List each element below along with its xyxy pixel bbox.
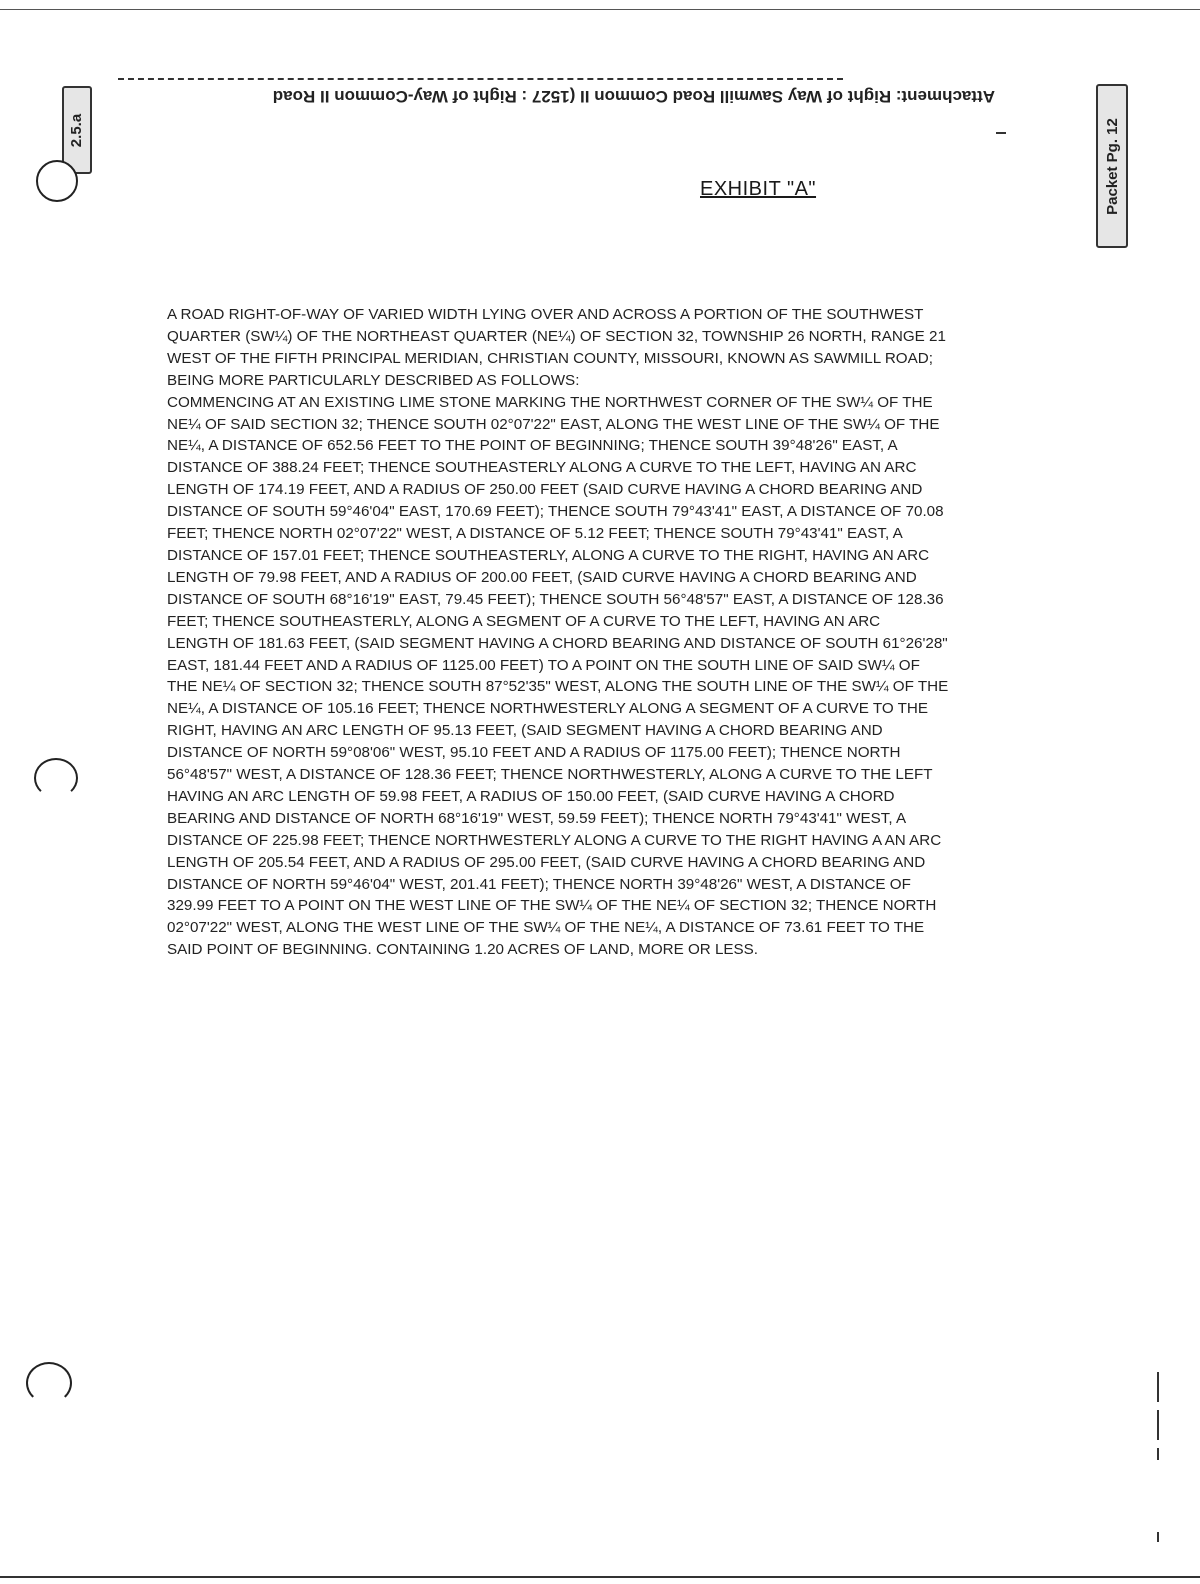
agenda-item-tag: [62, 86, 92, 174]
packet-page-tag: [1096, 84, 1128, 248]
exhibit-title: EXHIBIT "A": [700, 178, 817, 200]
legal-line: NE¼, A DISTANCE OF 105.16 FEET; THENCE NORTHWESTERLY ALONG A SEGMENT OF A CURVE TO THE: [167, 700, 928, 718]
legal-line: LENGTH OF 181.63 FEET, (SAID SEGMENT HAVING A CHORD BEARING AND DISTANCE OF SOUTH 61°26'28": [167, 634, 948, 652]
legal-line: 329.99 FEET TO A POINT ON THE WEST LINE OF THE SW¼ OF THE NE¼ OF SECTION 32; THENCE NORTH: [167, 897, 937, 915]
bottom-edge-rule: [0, 1576, 1200, 1578]
punch-hole-icon: [36, 160, 78, 202]
margin-mark: [1157, 1448, 1159, 1460]
legal-line: QUARTER (SW¼) OF THE NORTHEAST QUARTER (NE¼) OF SECTION 32, TOWNSHIP 26 NORTH, RANGE 21: [167, 327, 946, 345]
legal-line: NE¼ OF SAID SECTION 32; THENCE SOUTH 02°07'22" EAST, ALONG THE WEST LINE OF THE SW¼ OF THE: [167, 415, 940, 433]
legal-line: BEING MORE PARTICULARLY DESCRIBED AS FOLLOWS:: [167, 371, 580, 389]
legal-line: SAID POINT OF BEGINNING. CONTAINING 1.20 ACRES OF LAND, MORE OR LESS.: [167, 941, 759, 959]
legal-line: THE NE¼ OF SECTION 32; THENCE SOUTH 87°52'35" WEST, ALONG THE SOUTH LINE OF THE SW¼ OF THE: [167, 678, 949, 696]
legal-line: RIGHT, HAVING AN ARC LENGTH OF 95.13 FEET, (SAID SEGMENT HAVING A CHORD BEARING AND: [167, 722, 883, 740]
legal-line: EAST, 181.44 FEET AND A RADIUS OF 1125.00 FEET) TO A POINT ON THE SOUTH LINE OF SAID SW¼ OF: [167, 656, 920, 674]
legal-line: LENGTH OF 205.54 FEET, AND A RADIUS OF 295.00 FEET, (SAID CURVE HAVING A CHORD BEARING AND: [167, 853, 926, 871]
margin-mark: [1157, 1372, 1159, 1402]
top-edge-rule: [0, 9, 1200, 10]
legal-line: DISTANCE OF NORTH 59°08'06" WEST, 95.10 FEET AND A RADIUS OF 1175.00 FEET); THENCE NORTH: [167, 744, 901, 762]
legal-line: FEET; THENCE SOUTHEASTERLY, ALONG A SEGMENT OF A CURVE TO THE LEFT, HAVING AN ARC: [167, 612, 881, 630]
legal-line: 56°48'57" WEST, A DISTANCE OF 128.36 FEET; THENCE NORTHWESTERLY, ALONG A CURVE TO THE LEFT: [167, 766, 933, 784]
legal-line: DISTANCE OF SOUTH 59°46'04" EAST, 170.69 FEET); THENCE SOUTH 79°43'41" EAST, A DISTANCE OF 70.08: [167, 503, 944, 521]
margin-mark: [1157, 1532, 1159, 1542]
header-dashed-rule: [118, 78, 843, 80]
legal-line: NE¼, A DISTANCE OF 652.56 FEET TO THE POINT OF BEGINNING; THENCE SOUTH 39°48'26" EAST, A: [167, 437, 898, 455]
legal-line: LENGTH OF 174.19 FEET, AND A RADIUS OF 250.00 FEET (SAID CURVE HAVING A CHORD BEARING AND: [167, 481, 923, 499]
legal-line: BEARING AND DISTANCE OF NORTH 68°16'19" WEST, 59.59 FEET); THENCE NORTH 79°43'41" WEST, A: [167, 809, 907, 827]
punch-hole-icon: [26, 1362, 72, 1404]
legal-line: COMMENCING AT AN EXISTING LIME STONE MARKING THE NORTHWEST CORNER OF THE SW¼ OF THE: [167, 393, 933, 411]
legal-line: FEET; THENCE NORTH 02°07'22" WEST, A DISTANCE OF 5.12 FEET; THENCE SOUTH 79°43'41" EAST, A: [167, 525, 903, 543]
legal-line: 02°07'22" WEST, ALONG THE WEST LINE OF THE SW¼ OF THE NE¼, A DISTANCE OF 73.61 FEET TO THE: [167, 919, 925, 937]
margin-mark: [1157, 1410, 1159, 1440]
legal-line: DISTANCE OF 388.24 FEET; THENCE SOUTHEASTERLY ALONG A CURVE TO THE LEFT, HAVING AN ARC: [167, 459, 917, 477]
legal-line: DISTANCE OF 225.98 FEET; THENCE NORTHWESTERLY ALONG A CURVE TO THE RIGHT HAVING A AN ARC: [167, 831, 942, 849]
legal-line: HAVING AN ARC LENGTH OF 59.98 FEET, A RADIUS OF 150.00 FEET, (SAID CURVE HAVING A CHORD: [167, 787, 895, 805]
legal-line: DISTANCE OF SOUTH 68°16'19" EAST, 79.45 FEET); THENCE SOUTH 56°48'57" EAST, A DISTANCE OF 128.36: [167, 590, 944, 608]
legal-description: [167, 304, 1029, 961]
packet-page-label: Packet Pg. 12: [1103, 117, 1121, 215]
stray-mark: [996, 132, 1006, 134]
legal-line: WEST OF THE FIFTH PRINCIPAL MERIDIAN, CHRISTIAN COUNTY, MISSOURI, KNOWN AS SAWMILL ROAD;: [167, 349, 933, 367]
legal-line: A ROAD RIGHT-OF-WAY OF VARIED WIDTH LYING OVER AND ACROSS A PORTION OF THE SOUTHWEST: [167, 306, 924, 323]
legal-line: DISTANCE OF 157.01 FEET; THENCE SOUTHEASTERLY, ALONG A CURVE TO THE RIGHT, HAVING AN ARC: [167, 546, 930, 564]
attachment-header: Attachment: Right of Way Sawmill Road Common II (1527 : Right of Way-Common II Road: [272, 87, 995, 106]
legal-line: DISTANCE OF NORTH 59°46'04" WEST, 201.41 FEET); THENCE NORTH 39°48'26" WEST, A DISTANCE OF: [167, 875, 911, 893]
legal-line: LENGTH OF 79.98 FEET, AND A RADIUS OF 200.00 FEET, (SAID CURVE HAVING A CHORD BEARING AND: [167, 568, 917, 586]
agenda-item-label: 2.5.a: [68, 113, 86, 147]
punch-hole-icon: [34, 758, 78, 798]
